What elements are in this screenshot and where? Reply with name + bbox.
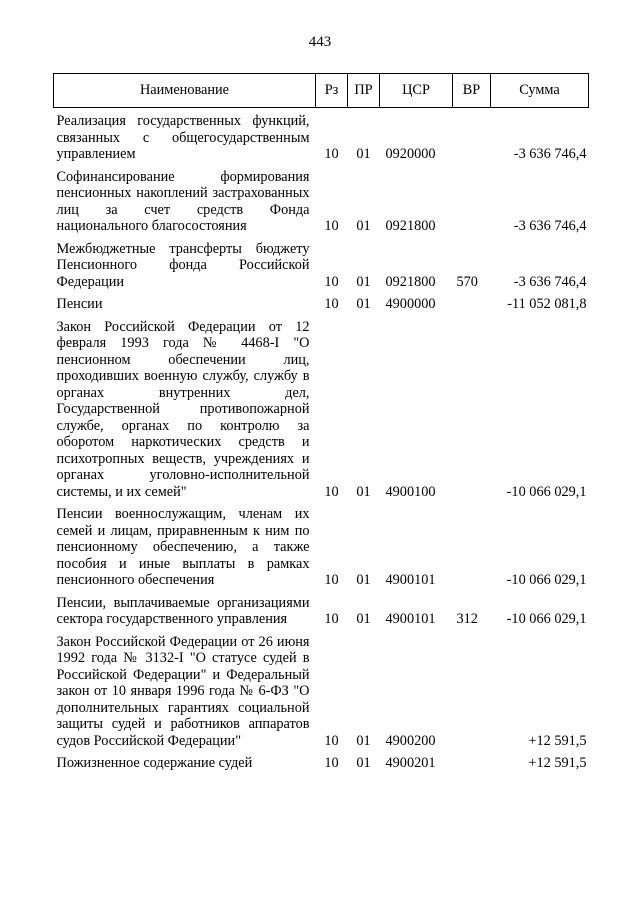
row-pr: 01: [356, 611, 371, 627]
row-sum: -11 052 081,8: [507, 296, 587, 312]
row-name: Софинансирование формирования пенсионных накоплений застрахованных лиц за счет средств Фонда национального благосостояния: [56, 168, 310, 234]
row-sum: -10 066 029,1: [506, 483, 587, 500]
row-csr: 4900201: [385, 755, 436, 771]
row-csr: 0921800: [385, 218, 436, 234]
budget-table: [53, 73, 589, 773]
table-body: [54, 108, 589, 773]
row-pr: 01: [356, 218, 371, 234]
row-csr: 0921800: [385, 273, 436, 290]
row-pr: 01: [356, 572, 371, 588]
row-vr: [453, 314, 491, 502]
row-vr: [453, 291, 491, 314]
row-sum: -3 636 746,4: [513, 146, 587, 162]
row-rz: 10: [324, 483, 339, 500]
row-rz: 10: [324, 273, 339, 290]
row-pr: 01: [356, 296, 371, 312]
table-row: [54, 501, 589, 590]
row-rz: 10: [324, 611, 339, 627]
row-name: Пенсии военнослужащим, членам их семей и лицам, приравненным к ним по пенсионному обеспечению, а также пособия и иные выплаты в рамках пенсионного обеспечения: [56, 506, 310, 588]
row-csr: 4900200: [385, 732, 436, 749]
row-pr: 01: [356, 146, 371, 162]
header-rz: Рз: [316, 74, 348, 108]
row-rz: 10: [324, 296, 339, 312]
row-vr: 312: [456, 611, 478, 627]
row-sum: +12 591,5: [528, 755, 587, 771]
row-vr: [453, 750, 491, 773]
row-sum: -10 066 029,1: [506, 572, 587, 588]
row-rz: 10: [324, 755, 339, 771]
table-row: [54, 314, 589, 502]
row-name: Реализация государственных функций, связанных с общегосударственным управлением: [56, 113, 310, 162]
row-name: Межбюджетные трансферты бюджету Пенсионного фонда Российской Федерации: [56, 240, 310, 290]
table-row: [54, 590, 589, 629]
row-name: Пенсии: [56, 296, 103, 312]
row-rz: 10: [324, 572, 339, 588]
header-csr: ЦСР: [380, 74, 453, 108]
table-row: [54, 164, 589, 236]
row-sum: -3 636 746,4: [513, 273, 587, 290]
header-name: Наименование: [54, 74, 316, 108]
row-rz: 10: [324, 146, 339, 162]
row-vr: [453, 164, 491, 236]
row-pr: 01: [356, 483, 371, 500]
row-sum: -10 066 029,1: [506, 611, 587, 627]
row-csr: 4900101: [385, 611, 436, 627]
table-row: [54, 750, 589, 773]
row-rz: 10: [324, 218, 339, 234]
row-name: Закон Российской Федерации от 12 февраля 1993 года № 4468-I "О пенсионном обеспечении лиц, проходивших военную службу, службу в органах внутренних дел, Государственной противопожарной службе, органах по контролю за оборотом наркотических средств и психотропных веществ, учреждениях и органах уголовно-исполнительной системы, и их семей": [56, 318, 310, 500]
row-vr: [453, 629, 491, 751]
row-name: Пожизненное содержание судей: [56, 755, 253, 771]
row-sum: +12 591,5: [528, 732, 587, 749]
row-csr: 0920000: [385, 146, 436, 162]
row-pr: 01: [356, 732, 371, 749]
row-csr: 4900100: [385, 483, 436, 500]
row-sum: -3 636 746,4: [513, 218, 587, 234]
row-csr: 4900000: [385, 296, 436, 312]
row-pr: 01: [356, 273, 371, 290]
table-row: [54, 236, 589, 292]
table-row: [54, 291, 589, 314]
table-header-row: [54, 74, 589, 108]
header-vr: ВР: [453, 74, 491, 108]
table-row: [54, 629, 589, 751]
header-pr: ПР: [348, 74, 380, 108]
row-pr: 01: [356, 755, 371, 771]
row-name: Закон Российской Федерации от 26 июня 1992 года № 3132-I "О статусе судей в Российской Федерации" и Федеральный закон от 10 января 1996 года № 6-ФЗ "О дополнительных гарантиях социальной защиты судей и работников аппаратов судов Российской Федерации": [56, 633, 310, 749]
row-name: Пенсии, выплачиваемые организациями сектора государственного управления: [56, 594, 310, 627]
row-rz: 10: [324, 732, 339, 749]
table-row: [54, 108, 589, 164]
page-number: 443: [308, 34, 332, 50]
row-vr: [453, 501, 491, 590]
row-vr: [453, 108, 491, 164]
header-sum: Сумма: [491, 74, 589, 108]
row-csr: 4900101: [385, 572, 436, 588]
row-vr: 570: [456, 273, 478, 290]
